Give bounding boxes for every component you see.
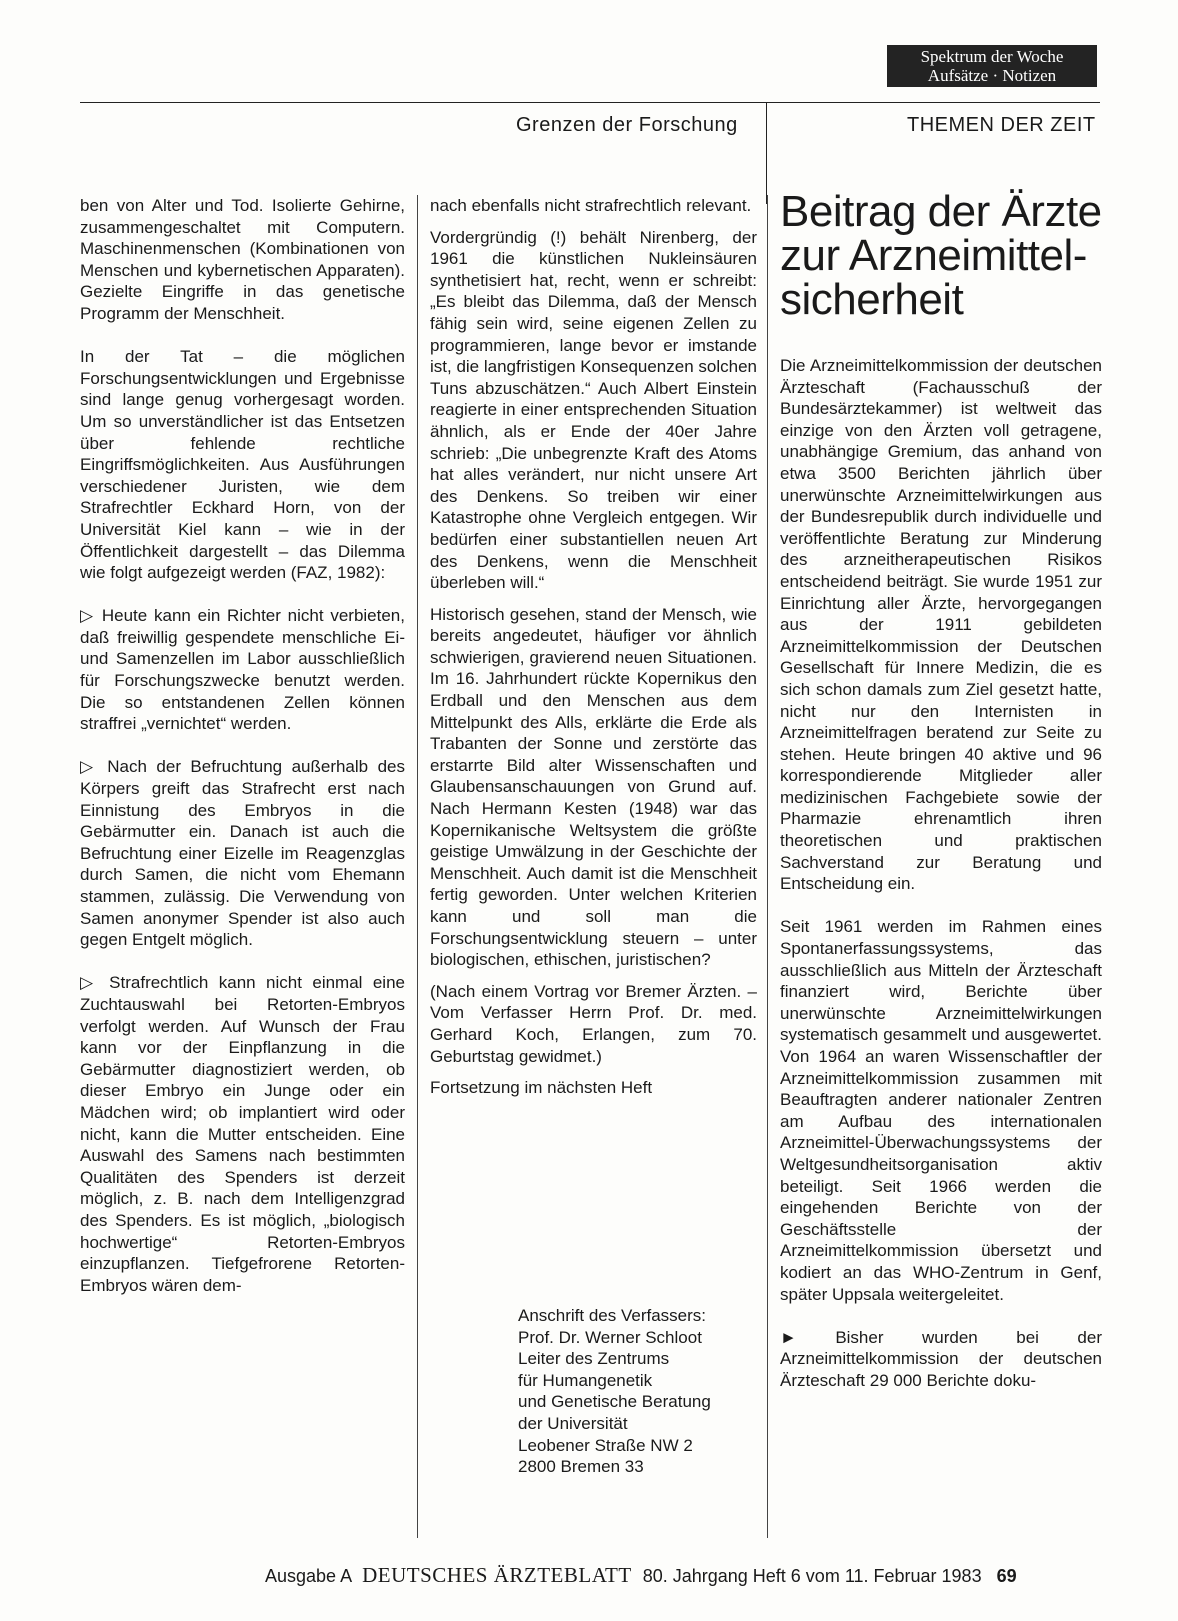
paragraph: In der Tat – die möglichen Forschungsentwicklungen und Ergebnisse sind lange genug vorhergesagt worden. Um so unverständlicher ist das Entsetzen über fehlende rechtliche Eingriffsmöglichkeiten. Aus Ausführungen verschiedener Juristen, wie dem Strafrechtler Eckhard Horn, von der Universität Kiel kann – wie in der Öffentlichkeit dargestellt – das Dilemma wie folgt aufgezeigt werden (FAZ, 1982):: [80, 347, 405, 583]
address-line: für Humangenetik: [518, 1370, 653, 1390]
header-rule: [80, 102, 1100, 103]
headline-line: Beitrag der Ärzte: [780, 187, 1102, 236]
header-divider: [766, 102, 767, 204]
page-footer: [265, 1563, 1017, 1588]
article-headline: [780, 187, 1110, 324]
address-line: Leiter des Zentrums: [518, 1349, 670, 1369]
article-column-1: [80, 195, 405, 1318]
address-line: Leobener Straße NW 2: [518, 1435, 693, 1455]
address-line: Anschrift des Verfassers:: [518, 1306, 707, 1325]
address-line: 2800 Bremen 33: [518, 1457, 644, 1477]
paragraph: (Nach einem Vortrag vor Bremer Ärzten. – Vom Verfasser Herrn Prof. Dr. med. Gerhard Koch, Erlangen, zum 70. Geburtstag gewidmet.): [430, 981, 757, 1066]
running-title: Grenzen der Forschung: [516, 114, 738, 136]
page-number: 69: [996, 1566, 1017, 1586]
column-divider-2: [767, 195, 768, 1538]
paragraph: Historisch gesehen, stand der Mensch, wie bereits angedeutet, häufiger vor ähnlich schwierigen, gravierend neuen Situationen. Im 16. Jahrhundert rückte Kopernikus den Erdball und den Menschen aus dem Mittelpunkt des Alls, erklärte die Erde als Trabanten der Sonne und zerstörte das erstarrte Bild alter Wissenschaften und Glaubensanschauungen von Grund auf. Nach Hermann Kesten (1948) war das Kopernikanische Weltsystem die größte geistige Umwälzung in der Geschichte der Menschheit. Auch damit ist die Menschheit fertig geworden. Unter welchen Kriterien kann und soll man die Forschungsentwicklung steuern – unter biologischen, ethischen, juristischen?: [430, 604, 757, 970]
column-divider-1: [417, 195, 418, 1538]
paragraph: ► Bisher wurden bei der Arzneimittelkommission der deutschen Ärzteschaft 29 000 Berichte doku-: [780, 1327, 1102, 1390]
paragraph: nach ebenfalls nicht strafrechtlich relevant.: [430, 196, 752, 215]
paragraph: Seit 1961 werden im Rahmen eines Spontanerfassungssystems, das ausschließlich aus Mitteln der Ärzteschaft finanziert wird, Berichte über unerwünschte Arzneimittelwirkungen systematisch gesammelt und ausgewertet. Von 1964 an waren Wissenschaftler der Arzneimittelkommission zusammen mit Beauftragten anderer nationaler Zentren am Aufbau des internationalen Arzneimittel-Überwachungssystems der Weltgesundheitsorganisation aktiv beteiligt. Seit 1966 werden die eingehenden Berichte von der Geschäftsstelle der Arzneimittelkommission übersetzt und kodiert an das WHO-Zentrum in Genf, später Uppsala weitergeleitet.: [780, 917, 1102, 1304]
section-label-line1: Spektrum der Woche: [920, 47, 1064, 66]
paragraph: ben von Alter und Tod. Isolierte Gehirne, zusammengeschaltet mit Computern. Maschinenmenschen (Kombinationen von Menschen und kybernetischen Apparaten). Gezielte Eingriffe in das genetische Programm der Menschheit.: [80, 196, 405, 323]
article-column-3: [780, 355, 1102, 1413]
section-title: THEMEN DER ZEIT: [907, 114, 1096, 136]
headline-line: sicherheit: [780, 275, 964, 324]
continuation-note: Fortsetzung im nächsten Heft: [430, 1078, 653, 1098]
paragraph: Vordergründig (!) behält Nirenberg, der 1961 die künstlichen Nukleinsäuren synthetisiert hat, recht, wenn er schreibt: „Es bleibt das Dilemma, daß der Mensch fähig sein wird, seine eigenen Zellen zu programmieren, lange bevor er imstande ist, die langfristigen Konsequenzen solchen Tuns abzuschätzen.“ Auch Albert Einstein reagierte in einer entsprechenden Situation ähnlich, als er Ende der 40er Jahre schrieb: „Die unbegrenzte Kraft des Atoms hat alles verändert, nur nicht unsere Art des Denkens. So treiben wir einer Katastrophe ohne Vergleich entgegen. Wir bedürfen einer substantiellen neuen Art des Denkens, wenn die Menschheit überleben will.“: [430, 227, 757, 593]
section-label-line2: Aufsätze · Notizen: [927, 66, 1057, 85]
footer-edition: Ausgabe A: [265, 1566, 352, 1586]
section-label: [887, 45, 1097, 87]
paragraph: ▷ Strafrechtlich kann nicht einmal eine Zuchtauswahl bei Retorten-Embryos verfolgt werden. Auf Wunsch der Frau kann vor der Einpflanzung in die Gebärmutter diagnostiziert werden, ob dieser Embryo ein Junge oder ein Mädchen wird; ob implantiert wird oder nicht, kann die Mutter entscheiden. Eine Auswahl des Samens nach bestimmten Qualitäten des Spenders ist derzeit möglich, z. B. nach dem Intelligenzgrad des Spenders. Es ist möglich, „biologisch hochwertige“ Retorten-Embryos einzupflanzen. Tiefgefrorene Retorten-Embryos wären dem-: [80, 973, 405, 1295]
headline-line: zur Arzneimittel-: [780, 231, 1087, 280]
author-address: [518, 1305, 711, 1478]
paragraph: ▷ Nach der Befruchtung außerhalb des Körpers greift das Strafrecht erst nach Einnistung des Embryos in die Gebärmutter ein. Danach ist auch die Befruchtung einer Eizelle im Reagenzglas durch Samen, die nicht vom Ehemann stammen, zulässig. Die Verwendung von Samen anonymer Spender ist also auch gegen Entgelt möglich.: [80, 757, 405, 950]
paragraph: ▷ Heute kann ein Richter nicht verbieten, daß freiwillig gespendete menschliche Ei- und Samenzellen im Labor ausschließlich für Forschungszwecke benutzt werden. Die so entstandenen Zellen können straffrei „vernichtet“ werden.: [80, 606, 405, 734]
paragraph: Die Arzneimittelkommission der deutschen Ärzteschaft (Fachausschuß der Bundesärztekammer) ist weltweit das einzige von den Ärzten voll getragene, unabhängige Gremium, das anhand von etwa 3500 Berichten jährlich über unerwünschte Arzneimittelwirkungen aus der Bundesrepublik durch individuelle und veröffentlichte Beratung zur Minderung des arzneitherapeutischen Risikos entscheidend beiträgt. Sie wurde 1951 zur Einrichtung aller Ärzte, hervorgegangen aus der 1911 gebildeten Arzneimittelkommission der Deutschen Gesellschaft für Innere Medizin, die es sich schon damals zum Ziel gesetzt hatte, nicht nur den Internisten in Arzneimittelfragen beratend zur Seite zu stehen. Heute bringen 40 aktive und 96 korrespondierende Mitglieder aller medizinischen Fachgebiete sowie der Pharmazie ehrenamtlich ihren theoretischen und praktischen Sachverstand zur Beratung und Entscheidung ein.: [780, 356, 1102, 894]
address-line: der Universität: [518, 1413, 628, 1433]
footer-magazine: DEUTSCHES ÄRZTEBLATT: [362, 1563, 632, 1587]
address-line: und Genetische Beratung: [518, 1392, 711, 1412]
article-column-2: [430, 195, 757, 1109]
address-line: Prof. Dr. Werner Schloot: [518, 1327, 702, 1347]
footer-issue: 80. Jahrgang Heft 6 vom 11. Februar 1983: [642, 1566, 982, 1586]
